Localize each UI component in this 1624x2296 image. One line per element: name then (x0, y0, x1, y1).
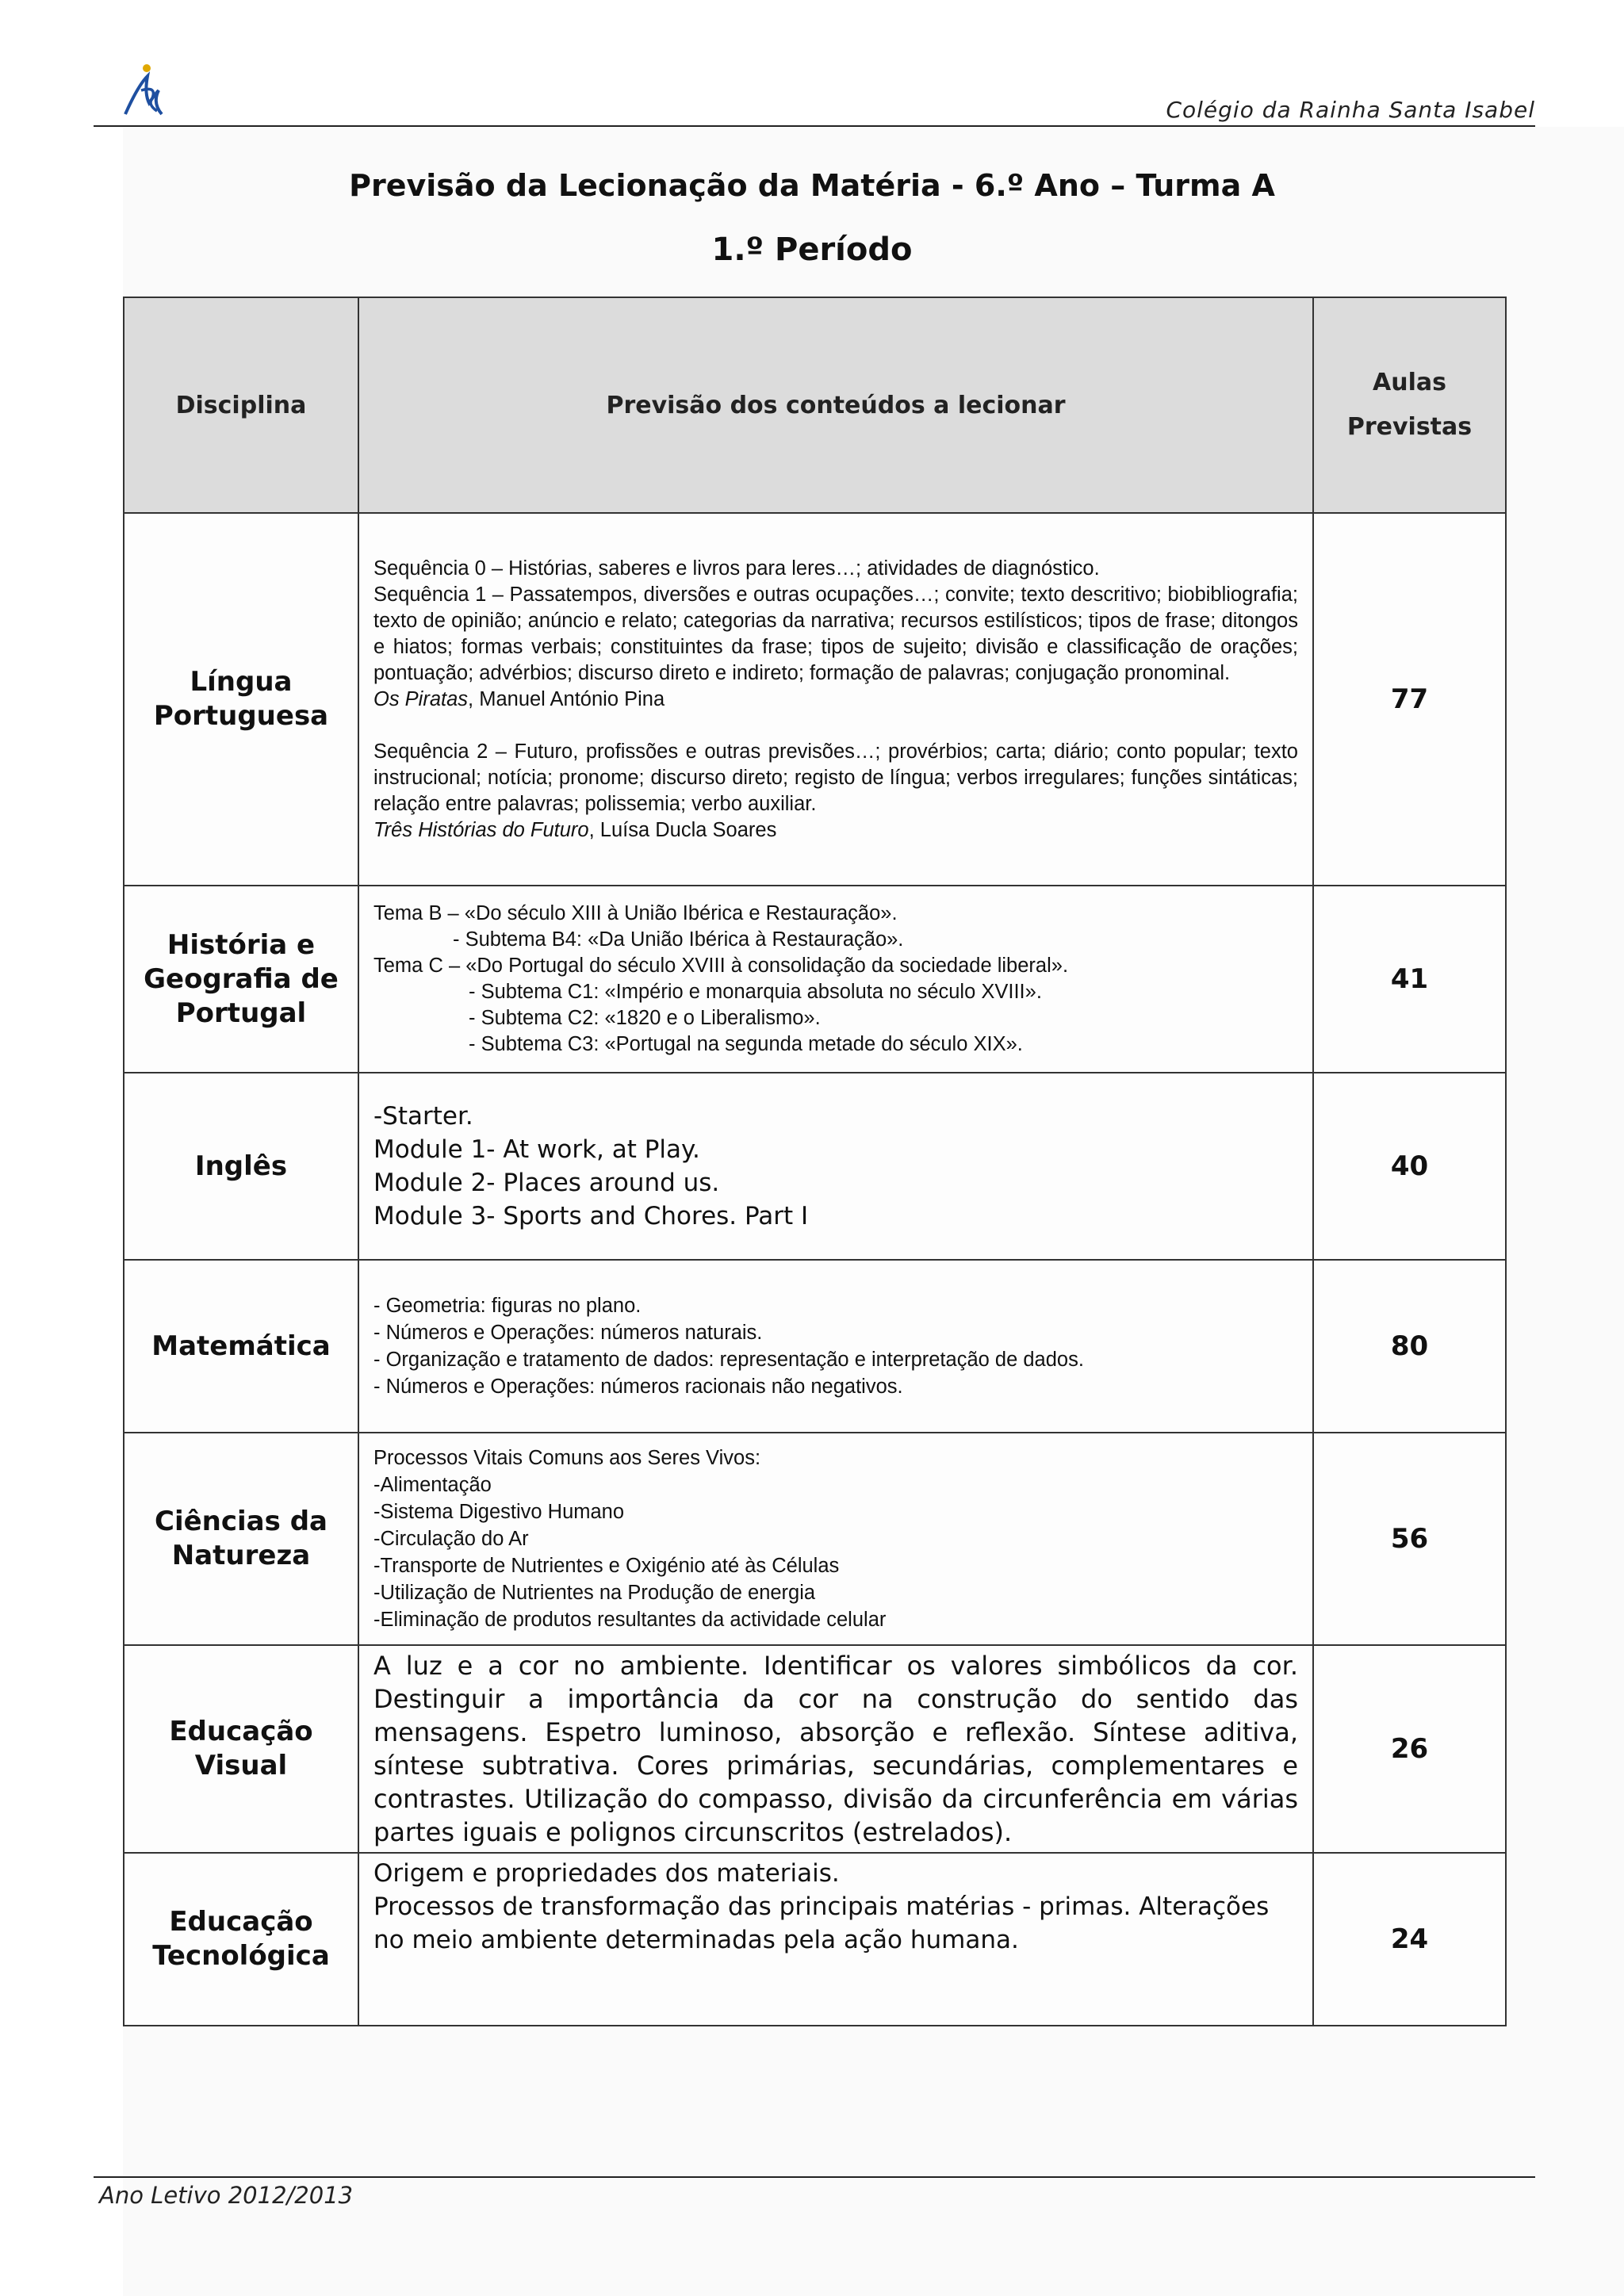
book-reference (373, 817, 1298, 844)
content-line: - Subtema C3: «Portugal na segunda metade do século XIX». (469, 1033, 1023, 1055)
content-line: Processos de transformação das principais matérias - primas. Alterações no meio ambiente determinadas pela ação humana. (373, 1892, 1270, 1954)
content-line: Sequência 1 – Passatempos, diversões e outras ocupações…; convite; texto descritivo; biobibliografia; texto de opinião; anúncio e relato; categorias da narrativa; recursos estilísticos; tipos de frase; ditongos e hiatos; formas verbais; constituintes da frase; tipos de sujeito; divisão e classificação de orações; pontuação; advérbios; discurso direto e indireto; formação de palavras; conjugação pronominal. (373, 583, 1298, 684)
table-row (124, 1645, 1506, 1853)
book-author: , Manuel António Pina (468, 687, 665, 710)
book-author: , Luísa Ducla Soares (588, 818, 777, 841)
classes-count: 77 (1313, 513, 1506, 886)
header-aulas-line2: Previstas (1346, 413, 1473, 441)
content-line: - Números e Operações: números racionais não negativos. (373, 1376, 903, 1398)
table-row (124, 1853, 1506, 2026)
classes-count: 24 (1313, 1853, 1506, 2026)
classes-count: 41 (1313, 886, 1506, 1073)
table-header-row (124, 297, 1506, 513)
content-line: Sequência 0 – Histórias, saberes e livros para leres…; atividades de diagnóstico. (373, 557, 1100, 580)
subject-name: Inglês (194, 1150, 288, 1182)
content-line: -Sistema Digestivo Humano (373, 1501, 625, 1523)
subject-name: Tecnológica (152, 1940, 330, 1972)
content-line: Origem e propriedades dos materiais. (373, 1859, 840, 1888)
content-line: -Transporte de Nutrientes e Oxigénio até às Células (373, 1555, 840, 1577)
subject-cell (124, 1260, 358, 1433)
book-reference (373, 687, 1298, 713)
content-cell (358, 1853, 1313, 2026)
period-title: 1.º Período (711, 232, 913, 268)
classes-count: 56 (1313, 1433, 1506, 1645)
content-line: - Subtema C1: «Império e monarquia absoluta no século XVIII». (469, 981, 1042, 1003)
header-disciplina: Disciplina (124, 297, 358, 513)
subject-name: História e (167, 928, 316, 961)
subject-cell (124, 1073, 358, 1260)
content-line: -Starter. (373, 1102, 473, 1131)
content-line: Sequência 2 – Futuro, profissões e outras previsões…; provérbios; carta; diário; conto popular; texto instrucional; notícia; pronome; discurso direto; registo de língua; verbos irregulares; funções sintáticas; relação entre palavras; polissemia; verbo auxiliar. (373, 740, 1298, 815)
content-line: Tema C – «Do Portugal do século XVIII à consolidação da sociedade liberal». (373, 955, 1069, 977)
classes-count: 26 (1313, 1645, 1506, 1853)
subject-name: Portugal (175, 997, 307, 1029)
page-title: Previsão da Lecionação da Matéria - 6.º Ano – Turma A (349, 168, 1275, 203)
table-row (124, 886, 1506, 1073)
table-row (124, 1073, 1506, 1260)
book-title: Os Piratas (373, 687, 469, 710)
subject-cell (124, 1645, 358, 1853)
content-cell (358, 513, 1313, 886)
content-line: Module 2- Places around us. (373, 1169, 720, 1197)
content-line: - Números e Operações: números naturais. (373, 1322, 763, 1344)
content-cell (358, 1433, 1313, 1645)
content-cell (358, 1260, 1313, 1433)
subject-cell (124, 513, 358, 886)
content-paragraph: A luz e a cor no ambiente. Identificar os valores simbólicos da cor. Destinguir a importância da cor na construção do sentido das mensagens. Espetro luminoso, absorção e reflexão. Síntese aditiva, síntese subtrativa. Cores primárias, secundárias, complementares e contrastes. Utilização do compasso, divisão da circunferência em várias partes iguais e polignos circunscritos (estrelados). (373, 1651, 1298, 1847)
header-divider (94, 125, 1535, 127)
content-line: -Eliminação de produtos resultantes da actividade celular (373, 1609, 887, 1631)
subject-name: Língua (190, 666, 293, 698)
content-line: Module 3- Sports and Chores. Part I (373, 1202, 809, 1230)
subject-name: Visual (194, 1750, 288, 1781)
school-logo-icon (121, 62, 170, 119)
table-row (124, 513, 1506, 886)
book-title: Três Histórias do Futuro (373, 818, 589, 841)
content-line: Tema B – «Do século XIII à União Ibérica e Restauração». (373, 902, 898, 924)
subject-cell (124, 1853, 358, 2026)
table-row (124, 1433, 1506, 1645)
subject-name: Educação (169, 1906, 313, 1938)
content-line: -Circulação do Ar (373, 1528, 529, 1550)
content-line: -Alimentação (373, 1474, 492, 1496)
classes-count: 40 (1313, 1073, 1506, 1260)
content-cell (358, 886, 1313, 1073)
content-line: -Utilização de Nutrientes na Produção de energia (373, 1582, 816, 1604)
subject-name: Natureza (171, 1540, 311, 1571)
subject-name: Matemática (151, 1330, 331, 1362)
header-aulas-line1: Aulas (1373, 369, 1446, 396)
content-line: Processos Vitais Comuns aos Seres Vivos: (373, 1447, 761, 1469)
subject-cell (124, 1433, 358, 1645)
school-name: Colégio da Rainha Santa Isabel (1166, 97, 1535, 123)
subject-name: Geografia de (144, 962, 339, 995)
subject-name: Portuguesa (153, 700, 329, 732)
lesson-plan-table (123, 297, 1507, 2026)
subject-name: Ciências da (155, 1506, 327, 1537)
content-line: Module 1- At work, at Play. (373, 1135, 700, 1164)
content-line: - Subtema B4: «Da União Ibérica à Restauração». (453, 928, 904, 951)
content-cell (358, 1073, 1313, 1260)
subject-cell (124, 886, 358, 1073)
content-cell (358, 1645, 1313, 1853)
classes-count: 80 (1313, 1260, 1506, 1433)
table-row (124, 1260, 1506, 1433)
subject-name: Educação (169, 1716, 313, 1747)
header-aulas (1313, 297, 1506, 513)
content-line: - Geometria: figuras no plano. (373, 1295, 642, 1317)
footer-school-year: Ano Letivo 2012/2013 (99, 2182, 354, 2209)
content-line: - Subtema C2: «1820 e o Liberalismo». (469, 1007, 821, 1029)
header-conteudos: Previsão dos conteúdos a lecionar (358, 297, 1313, 513)
footer-divider (94, 2176, 1535, 2178)
content-line: - Organização e tratamento de dados: representação e interpretação de dados. (373, 1349, 1084, 1371)
